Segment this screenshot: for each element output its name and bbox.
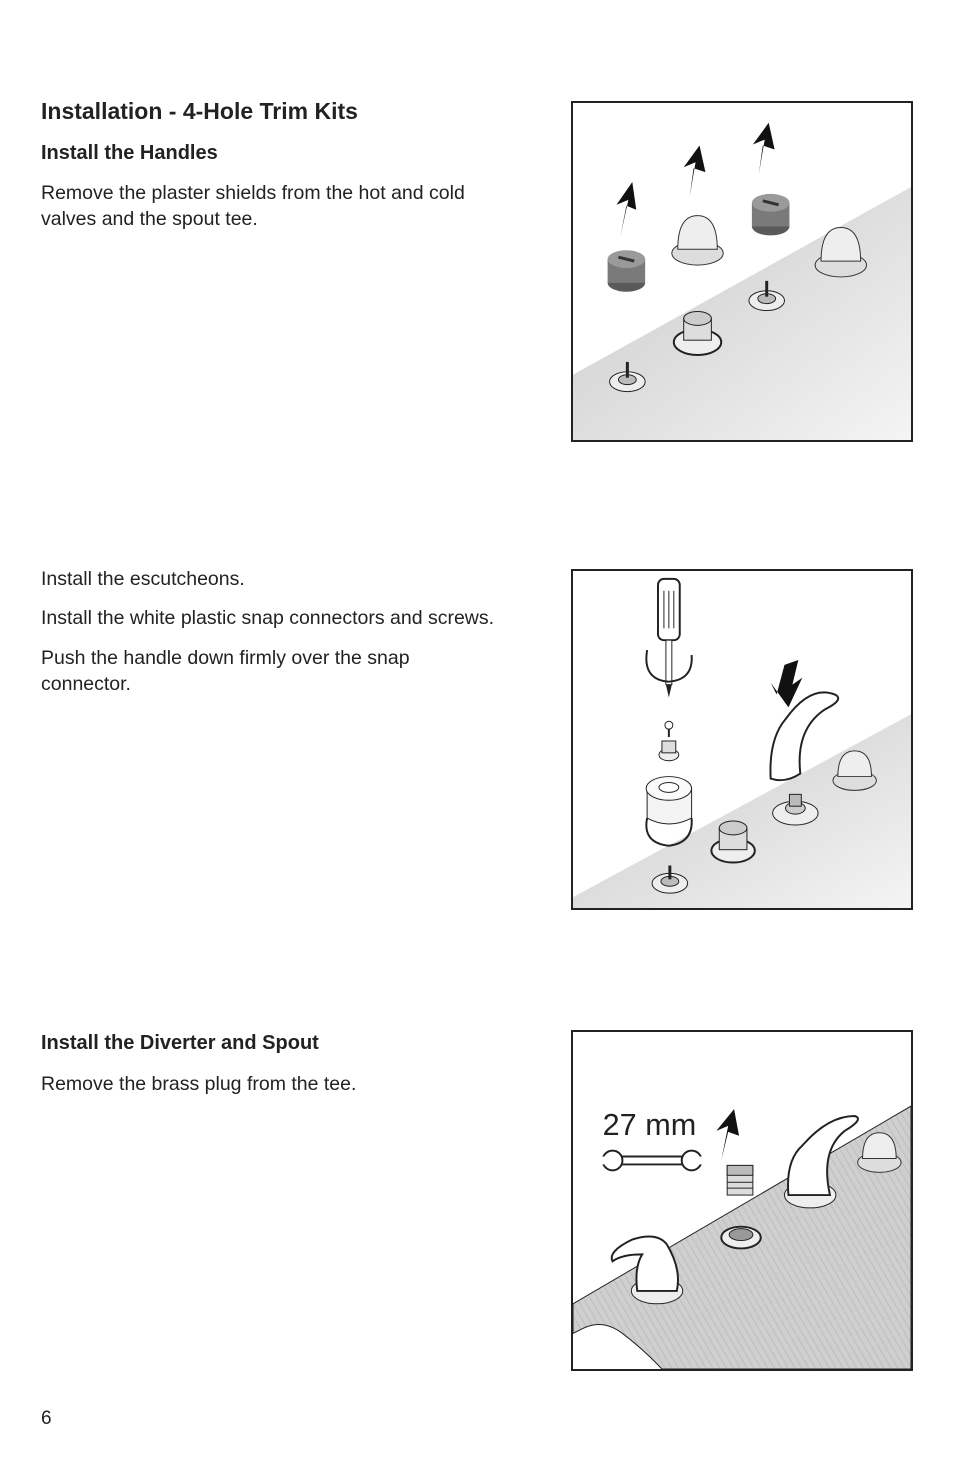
snap-connector [659, 741, 679, 761]
instruction-push-handle: Push the handle down firmly over the snap connector. [41, 647, 410, 695]
escutcheon [646, 777, 691, 824]
up-arrow-icon [684, 145, 706, 196]
hot-valve-cap [608, 250, 646, 292]
instruction-install-snap-connectors: Install the white plastic snap connectors and screws. [41, 607, 495, 629]
deck-surface [573, 187, 911, 440]
figure-remove-brass-plug [571, 1030, 913, 1371]
up-arrow-icon [716, 1109, 739, 1160]
instruction-remove-shields: Remove the plaster shields from the hot and cold valves and the spout tee. [41, 182, 465, 230]
figure-remove-plaster-shields [571, 101, 913, 442]
deck-surface [573, 714, 911, 908]
down-arrow-icon [771, 660, 803, 707]
up-arrow-icon [753, 123, 775, 174]
handle-screw [665, 721, 673, 737]
spout-tee-opening [721, 1227, 761, 1249]
wrench-size-label: 27 mm [602, 1107, 697, 1142]
wrench-icon [601, 1151, 704, 1171]
brass-plug [727, 1165, 753, 1195]
page-title: Installation - 4-Hole Trim Kits [41, 98, 358, 124]
page-number: 6 [41, 1408, 52, 1429]
section-heading-diverter-spout: Install the Diverter and Spout [41, 1032, 319, 1054]
instruction-remove-brass-plug: Remove the brass plug from the tee. [41, 1073, 357, 1095]
instruction-install-escutcheons: Install the escutcheons. [41, 568, 245, 590]
plaster-shield-spout [672, 216, 723, 265]
up-arrow-icon [616, 182, 636, 236]
section-heading-install-handles: Install the Handles [41, 142, 218, 164]
figure-install-handles [571, 569, 913, 910]
cold-valve-cap [752, 194, 790, 236]
